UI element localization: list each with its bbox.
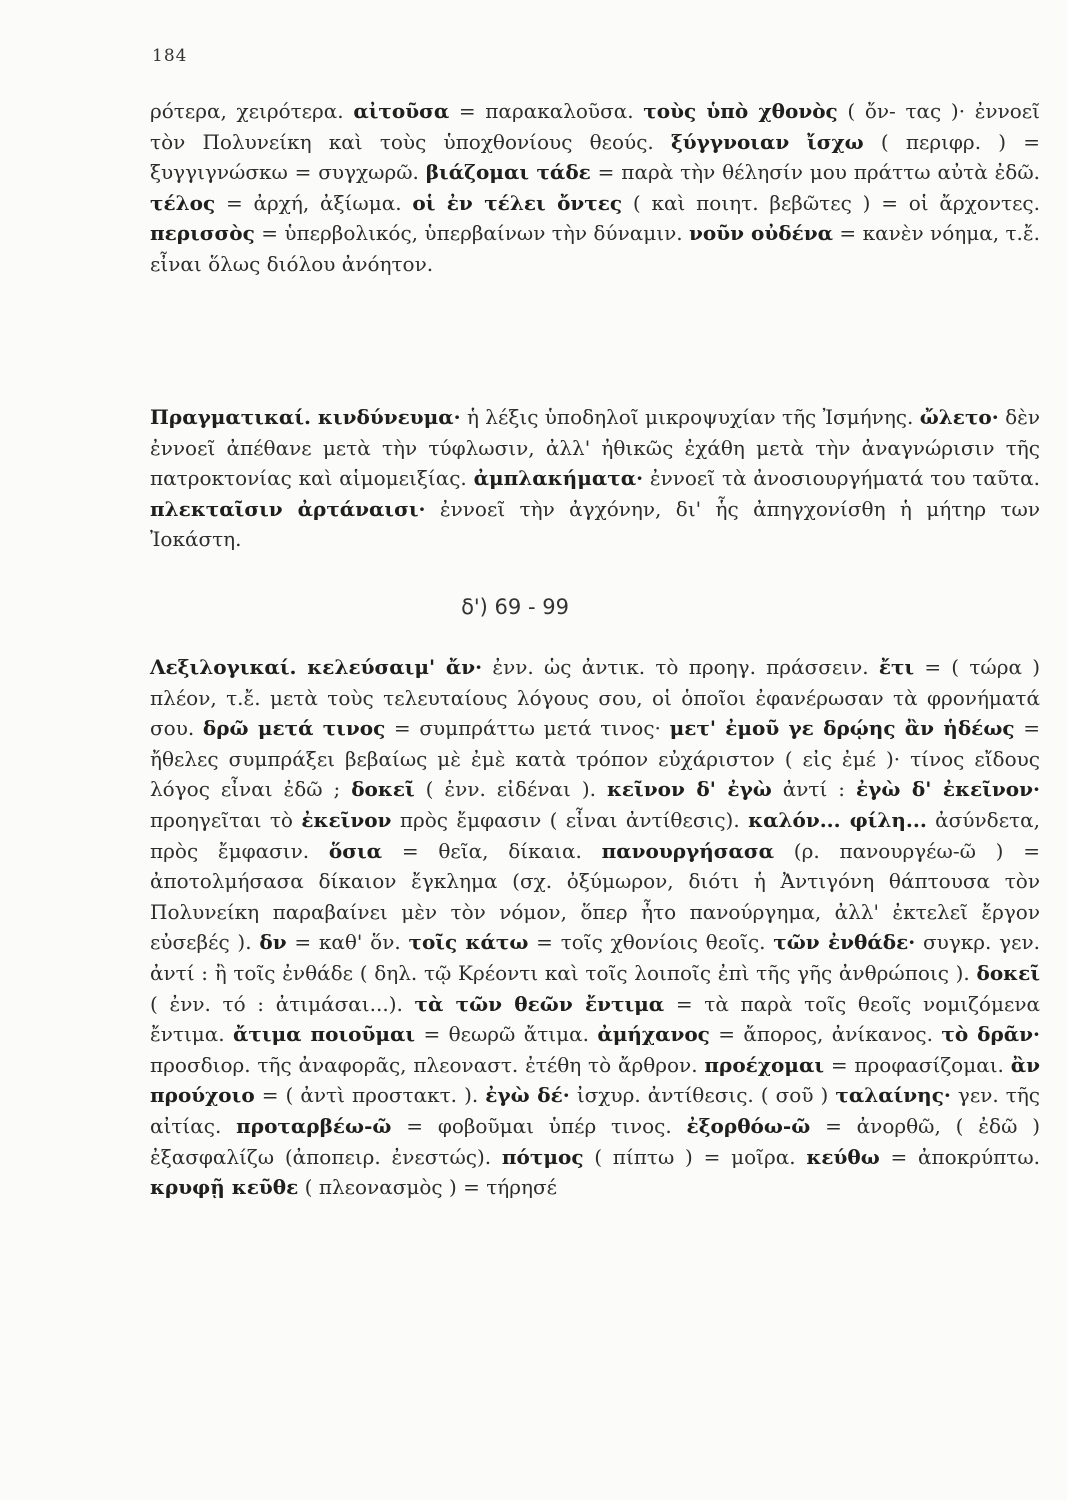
gloss-text: συγκρ. γεν. ἀντί : ἢ τοῖς ἐνθάδε ( δηλ. τῷ Κρέοντι καὶ τοῖς λοιποῖς ἐπὶ τῆς γῆς ἀνθρώποις ). — [150, 930, 1040, 985]
gloss-text: ( ἐνν. εἰδέναι ). — [414, 777, 607, 802]
gloss-text: = ἀποκρύπτω. — [879, 1144, 1041, 1169]
lemma-term: κεύθω — [806, 1144, 880, 1169]
gloss-text: πρὸς ἔμφασιν ( εἶναι ἀντίθεσις). — [391, 807, 749, 832]
gloss-text: = θεῖα, δίκαια. — [382, 838, 602, 863]
gloss-text: προσδιορ. τῆς ἀναφορᾶς, πλεοναστ. ἐτέθη τὸ ἄρθρον. — [150, 1052, 705, 1077]
lemma-term: βιάζομαι τάδε — [425, 160, 591, 185]
gloss-text: ( ὄν- τας )· ἐννοεῖ τὸν Πολυνείκη καὶ τοὺς ὑποχθονίους θεούς. — [150, 99, 1040, 154]
gloss-text: = τὰ παρὰ τοῖς θεοῖς νομιζόμενα ἔντιμα. — [150, 991, 1040, 1047]
gloss-text: = συμπράττω μετά τινος· — [385, 716, 670, 741]
lemma-term: τοὺς ὑπὸ χθονὸς — [643, 99, 838, 123]
gloss-text: = φοβοῦμαι ὑπέρ τινος. — [391, 1113, 687, 1138]
gloss-text: προηγεῖται τὸ — [150, 807, 302, 832]
gloss-text: ἡ λέξις ὑποδηλοῖ μικροψυχίαν τῆς Ἰσμήνης. — [460, 405, 920, 429]
lemma-term: πότμος — [501, 1144, 584, 1169]
gloss-text: ἀντί : — [771, 777, 856, 802]
paragraph-text — [150, 402, 1040, 555]
pragmatikai-paragraph — [150, 402, 1040, 555]
paragraph-text — [150, 96, 1040, 280]
lemma-term: κεῖνον δ' ἐγὼ — [606, 777, 772, 802]
gloss-text: = τοῖς χθονίοις θεοῖς. — [528, 930, 774, 955]
lemma-term: δρῶ μετά τινος — [202, 716, 386, 741]
lemma-term: ἐγὼ δ' ἐκεῖνον· — [855, 777, 1040, 802]
gloss-text: = παρὰ τὴν θέλησίν μου πράττω αὐτὰ ἐδῶ. — [590, 160, 1041, 185]
lemma-term: προταρβέω-ῶ — [236, 1113, 392, 1138]
lemma-term: Πραγματικαί. κινδύνευμα· — [150, 405, 461, 429]
section-heading: δ') 69 - 99 — [461, 595, 569, 619]
lemma-term: τὸ δρᾶν· — [941, 1022, 1040, 1047]
paragraph-text — [150, 652, 1040, 1203]
gloss-text: = ὑπερβολικός, ὑπερβαίνων τὴν δύναμιν. — [254, 221, 690, 246]
lemma-term: μετ' ἐμοῦ γε δρῴης ἂν ἡδέως — [669, 716, 1015, 741]
lemma-term: τῶν ἐνθάδε· — [773, 930, 916, 955]
lemma-term: ἐξορθόω-ῶ — [686, 1113, 811, 1138]
gloss-text: = ( ἀντὶ προστακτ. ). — [254, 1083, 486, 1108]
gloss-text: ἰσχυρ. ἀντίθεσις. ( σοῦ ) — [569, 1083, 836, 1108]
gloss-text: ἐννοεῖ τὴν ἀγχόνην, δι' ἧς ἀπηγχονίσθη ἡ μήτηρ των Ἰοκάστη. — [150, 496, 1040, 552]
lemma-term: δοκεῖ — [976, 960, 1040, 985]
lemma-term: τέλος — [150, 190, 216, 215]
lemma-term: τὰ τῶν θεῶν ἔντιμα — [414, 991, 665, 1016]
lemma-term: ἐκεῖνον — [301, 807, 392, 832]
gloss-text: = παρακαλοῦσα. — [449, 99, 644, 123]
gloss-text: ἀσύνδετα, πρὸς ἔμφασιν. — [150, 807, 1040, 863]
gloss-text: ( περιφρ. ) = ξυγγιγνώσκω = συγχωρῶ. — [150, 129, 1040, 185]
lemma-term: καλόν... φίλη... — [748, 807, 927, 832]
gloss-text: = κανὲν νόημα, τ.ἔ. εἶναι ὅλως διόλου ἀνόητον. — [150, 221, 1040, 276]
lemma-term: ἂν προύχοιο — [150, 1052, 1040, 1108]
gloss-text: = ἤθελες συμπράξει βεβαίως μὲ ἐμὲ κατὰ τρόπον εὐχάριστον ( εἰς ἐμέ )· τίνος εἴδους λόγος εἶναι ἐδῶ ; — [150, 716, 1040, 802]
lemma-term: κρυφῇ κεῦθε — [150, 1175, 299, 1200]
gloss-text: = ἀρχή, ἀξίωμα. — [215, 190, 413, 215]
lemma-term: αἰτοῦσα — [353, 99, 450, 123]
lemma-term: πλεκταῖσιν ἀρτάναισι· — [150, 496, 426, 521]
lemma-term: δν — [259, 930, 287, 955]
lemma-term: οἱ ἐν τέλει ὄντες — [412, 190, 623, 215]
lemma-term: ἀμήχανος — [597, 1022, 710, 1047]
gloss-text: ἐννοεῖ τὰ ἀνοσιουργήματά του ταῦτα. — [643, 466, 1040, 491]
lemma-term: προέχομαι — [704, 1052, 825, 1077]
lemma-term: ἄτιμα ποιοῦμαι — [233, 1022, 416, 1047]
gloss-text: = ( τώρα ) πλέον, τ.ἔ. μετὰ τοὺς τελευταίους λόγους σου, οἱ ὁποῖοι ἐφανέρωσαν τὰ φρονήματά σου. — [150, 655, 1040, 741]
lemma-term: ὅσια — [328, 838, 383, 863]
gloss-text: = προφασίζομαι. — [824, 1052, 1011, 1077]
gloss-text: ( καὶ ποιητ. βεβῶτες ) = οἱ ἄρχοντες. — [622, 190, 1040, 215]
lemma-term: πανουργήσασα — [601, 838, 775, 863]
lemma-term: ὤλετο· — [919, 405, 999, 429]
lemma-term: ξύγγνοιαν ἴσχω — [670, 129, 864, 154]
gloss-text: ( πίπτω ) = μοῖρα. — [583, 1144, 807, 1169]
gloss-text: ( ἐνν. τό : ἀτιμάσαι...). — [150, 991, 415, 1016]
gloss-text: ρότερα, χειρότερα. — [150, 99, 354, 123]
lemma-term: τοῖς κάτω — [408, 930, 529, 955]
gloss-text: = ἀνορθῶ, ( ἐδῶ ) ἐξασφαλίζω (ἀποπειρ. ἐνεστώς). — [150, 1113, 1040, 1169]
lemma-term: νοῦν οὐδένα — [689, 221, 833, 246]
gloss-text: δὲν ἐννοεῖ ἀπέθανε μετὰ τὴν τύφλωσιν, ἀλλ' ἠθικῶς ἐχάθη μετὰ τὴν ἀναγνώρισιν τῆς πατροκτονίας καὶ αἱμομειξίας. — [150, 405, 1041, 491]
lemma-term: ταλαίνης· — [835, 1083, 951, 1108]
lexilogikai-paragraph — [150, 652, 1040, 1203]
lemma-term: περισσὸς — [150, 221, 255, 246]
gloss-text: (ρ. πανουργέω-ῶ ) = ἀποτολμήσασα δίκαιον ἔγκλημα (σχ. ὀξύμωρον, διότι ἡ Ἀντιγόνη θάπτουσα τὸν Πολυνείκη παραβαίνει μὲν τὸν νόμον, ὅπερ ἦτο πανούργημα, ἀλλ' ἐκτελεῖ ἔργον εὐσεβές ). — [150, 838, 1041, 955]
gloss-text: γεν. τῆς αἰτίας. — [150, 1083, 1041, 1138]
lemma-term: ἔτι — [878, 655, 915, 679]
gloss-text: = καθ' ὅν. — [286, 930, 409, 955]
gloss-text: = θεωρῶ ἄτιμα. — [415, 1022, 598, 1047]
lemma-term: Λεξιλογικαί. κελεύσαιμ' ἄν· — [150, 655, 483, 679]
lemma-term: δοκεῖ — [351, 777, 415, 802]
lemma-term: ἐγὼ δέ· — [485, 1083, 570, 1108]
gloss-text: ἐνν. ὡς ἀντικ. τὸ προηγ. πράσσειν. — [482, 655, 879, 679]
gloss-text: ( πλεονασμὸς ) = τήρησέ — [298, 1175, 558, 1200]
lemma-term: ἀμπλακήματα· — [473, 466, 644, 491]
gloss-text: = ἄπορος, ἀνίκανος. — [709, 1022, 942, 1047]
page-number: 184 — [152, 46, 188, 66]
vocabulary-paragraph-continued — [150, 96, 1040, 280]
